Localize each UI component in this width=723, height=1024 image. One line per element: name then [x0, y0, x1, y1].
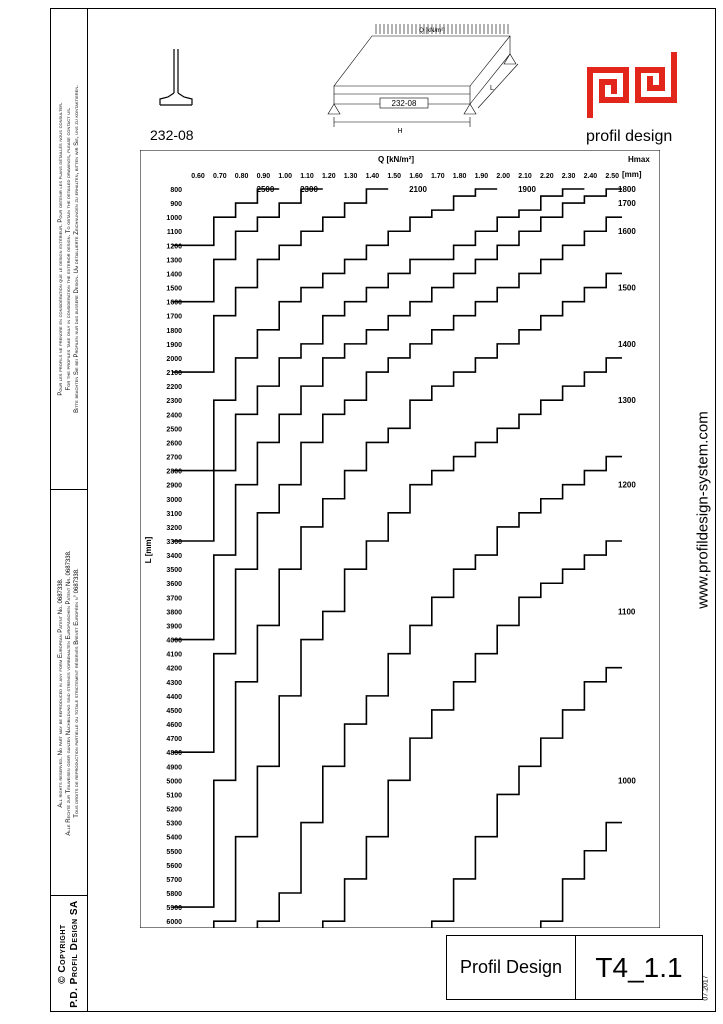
hmax-label: 1100 [618, 607, 636, 617]
top-h-label: 2100 [409, 185, 427, 194]
hmax-unit: [mm] [622, 170, 642, 179]
y-tick-label: 900 [170, 201, 182, 209]
series-line [214, 358, 622, 928]
brand-name: profil design [586, 128, 673, 145]
x-tick-label: 1.20 [321, 173, 336, 180]
y-tick-label: 5300 [166, 820, 182, 828]
y-tick-label: 3900 [166, 623, 182, 631]
y-tick-label: 4100 [166, 651, 182, 659]
y-tick-label: 4800 [166, 750, 182, 758]
x-tick-label: 0.60 [191, 173, 205, 180]
top-h-label: 2500 [256, 185, 275, 194]
y-tick-label: 4400 [166, 693, 182, 701]
notice-line: For the profiles take only in consideration the exterior design. To obtain the detailed drawings, please contact us. [66, 107, 72, 390]
notice-line: Bitte beachten Sie bei Profilen nur das äussere Design. Um detaillierte Zeichnungen zu erhalten, bitten wir Sie, uns zu kontaktieren. [74, 84, 80, 413]
y-tick-label: 800 [170, 187, 182, 194]
y-tick-label: 5200 [166, 806, 182, 814]
series-line [172, 273, 622, 907]
x-tick-label: 2.40 [583, 173, 598, 180]
hmax-label: 1300 [618, 396, 636, 406]
top-h-label: 1900 [518, 185, 536, 194]
series-line [323, 541, 622, 928]
y-tick-label: 2100 [166, 370, 182, 378]
load-span-chart [140, 150, 660, 928]
y-tick-label: 2900 [166, 482, 182, 490]
y-tick-label: 2400 [166, 412, 182, 420]
hmax-label: 1500 [618, 283, 636, 293]
x-tick-label: 1.30 [343, 173, 358, 180]
y-tick-label: 5700 [166, 876, 182, 884]
y-tick-label: 3500 [166, 567, 182, 575]
x-tick-label: 2.00 [496, 173, 511, 180]
x-tick-label: 2.20 [539, 173, 554, 180]
rights-block [50, 490, 88, 896]
notice-text [57, 85, 81, 413]
y-tick-label: 4500 [166, 707, 182, 715]
y-tick-label: 5500 [166, 848, 182, 856]
hmax-label: 1600 [618, 227, 636, 237]
title-code: T4_1.1 [595, 951, 683, 983]
title-block [446, 935, 703, 1000]
y-tick-label: 2200 [166, 384, 182, 392]
series-line [541, 823, 622, 928]
x-tick-label: 1.10 [300, 173, 314, 180]
copyright-line: P.D. Profil Design SA [69, 900, 80, 1008]
y-tick-label: 3400 [166, 553, 182, 561]
profile-code: 232-08 [150, 127, 194, 143]
y-tick-label: 1800 [166, 327, 182, 335]
x-tick-label: 2.10 [518, 173, 532, 180]
hmax-label: 1700 [618, 199, 636, 209]
profil-design-logo [586, 50, 678, 120]
y-tick-label: 2800 [166, 468, 182, 476]
load-diagram [320, 22, 530, 142]
x-tick-label: 2.50 [605, 173, 620, 180]
y-tick-label: 3800 [166, 609, 182, 617]
sidebar [50, 8, 88, 1012]
x-axis-title: Q [kN/m²] [378, 155, 414, 164]
x-tick-label: 1.50 [387, 173, 402, 180]
diagram-h-label: H [397, 128, 403, 135]
diagram-panel-label: 232-08 [391, 99, 417, 108]
y-tick-label: 5000 [166, 778, 182, 786]
rights-line: Tous droits de reproduction partielle ou totale strictement réservés Brevet Européen n° 0687338. [74, 567, 80, 818]
y-tick-label: 5400 [166, 834, 182, 842]
website-url: www.profildesign-system.com [694, 411, 712, 609]
y-tick-label: 1700 [166, 313, 182, 321]
y-tick-label: 4700 [166, 736, 182, 744]
x-tick-label: 2.30 [561, 173, 576, 180]
x-tick-label: 1.40 [365, 173, 380, 180]
rights-text [57, 550, 81, 835]
y-tick-label: 1000 [166, 215, 182, 223]
x-tick-label: 0.80 [234, 173, 249, 180]
y-tick-label: 6000 [166, 919, 182, 927]
copyright-line: © Copyright [57, 924, 68, 984]
y-tick-label: 4300 [166, 679, 182, 687]
y-tick-label: 1300 [166, 257, 182, 265]
x-tick-label: 0.90 [256, 173, 271, 180]
copyright-block [50, 896, 88, 1012]
rights-line: All rights reserved. No part may be reproduced in any form European Patent No. 0687338. [58, 577, 64, 808]
hmax-label: 1800 [618, 185, 636, 194]
y-tick-label: 3700 [166, 595, 182, 603]
y-tick-label: 1900 [166, 341, 182, 349]
notice-line: Pour les profils ne prendre en considération que le design extérieur. Pour obtenir les plans détaillés nous consulter. [58, 101, 64, 396]
hmax-label: 1200 [618, 480, 636, 490]
y-tick-label: 3000 [166, 496, 182, 504]
y-tick-label: 4000 [166, 637, 182, 645]
y-axis-title: L [mm] [144, 536, 153, 564]
y-tick-label: 1500 [166, 285, 182, 293]
y-tick-label: 2700 [166, 454, 182, 462]
y-tick-label: 2000 [166, 355, 182, 363]
y-tick-label: 3100 [166, 510, 182, 518]
series-line [172, 189, 584, 541]
y-tick-label: 4600 [166, 722, 182, 730]
diagram-l-label: L [490, 85, 494, 92]
y-tick-label: 1100 [166, 229, 182, 237]
x-tick-label: 1.80 [452, 173, 467, 180]
y-tick-label: 3300 [166, 539, 182, 546]
hmax-label: 1000 [618, 776, 636, 786]
y-tick-label: 2500 [166, 426, 182, 434]
hmax-title: Hmax [628, 155, 650, 164]
drawing-date: 07.2017 [702, 975, 710, 1001]
y-tick-label: 2600 [166, 440, 182, 448]
notice-block [50, 8, 88, 490]
y-tick-label: 5600 [166, 862, 182, 870]
x-tick-label: 1.90 [474, 173, 489, 180]
x-tick-label: 1.70 [430, 173, 445, 180]
y-tick-label: 3600 [166, 581, 182, 589]
profile-section-drawing [150, 45, 200, 115]
y-tick-label: 4200 [166, 665, 182, 673]
copyright-text [57, 900, 81, 1008]
hmax-label: 1400 [618, 339, 636, 349]
y-tick-label: 1200 [166, 243, 182, 251]
x-tick-label: 1.60 [409, 173, 423, 180]
y-tick-label: 4900 [166, 764, 182, 772]
y-tick-label: 1600 [166, 299, 182, 307]
y-tick-label: 3200 [166, 524, 182, 532]
top-h-label: 2300 [300, 185, 318, 194]
chart-border [140, 150, 660, 928]
y-tick-label: 5900 [166, 905, 182, 913]
y-tick-label: 1400 [166, 271, 182, 279]
series-line [432, 668, 622, 928]
diagram-load-label: Q [kN/m²] [419, 28, 445, 34]
y-tick-label: 5100 [166, 792, 182, 800]
x-tick-label: 0.70 [212, 173, 227, 180]
rights-line: Alle Rechte zur Teilweisen oder ganzen Nachbildung sind strengs vorbehalten Europäischen Patent Nr. 0687338. [66, 549, 72, 836]
x-tick-label: 1.00 [278, 173, 293, 180]
y-tick-label: 2300 [166, 398, 182, 406]
title-company: Profil Design [447, 936, 576, 999]
y-tick-label: 5800 [166, 891, 182, 898]
